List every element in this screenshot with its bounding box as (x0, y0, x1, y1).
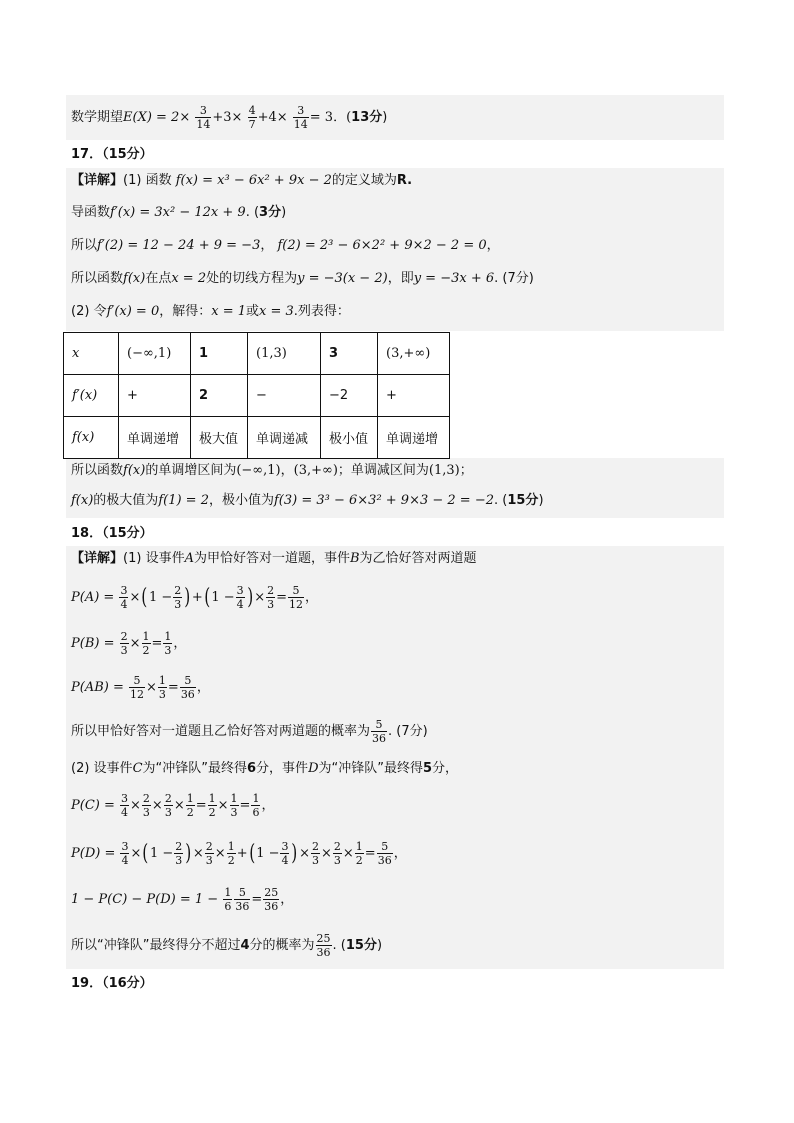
table-cell: 单调递增 (119, 417, 191, 459)
table-cell: x (64, 333, 119, 375)
table-cell: (−∞,1) (119, 333, 191, 375)
table-cell: 极大值 (191, 417, 248, 459)
pb-equation: P(B) = $\frac{2}{3}$ × $\frac{1}{2}$ = $\frac{1}{3}$ ， (71, 630, 187, 657)
table-cell: 极小值 (321, 417, 378, 459)
table-row (64, 375, 450, 417)
expectation-line: 数学期望E(X) = 2× $\frac{3}{14}$ +3× $\frac{4}{7}$ +4× $\frac{3}{14}$ = 3．(13分) (71, 104, 388, 131)
question-17-header: 17．（15分） (71, 147, 153, 162)
monotonicity-table (63, 332, 450, 459)
fraction: $\frac{4}{7}$ (248, 104, 256, 131)
table-cell: (3,+∞) (378, 333, 450, 375)
table-cell: 单调递减 (248, 417, 321, 459)
question-18-header: 18．（15分） (71, 526, 153, 541)
q18-line-6: (2) 设事件C为“冲锋队”最终得6分，事件D为“冲锋队”最终得5分， (71, 761, 459, 776)
q17-line-4: 所以函数f(x)在点x = 2处的切线方程为y = −3(x − 2)，即y = −3x + 6. (7分) (71, 271, 534, 286)
q18-line-1: 【详解】(1) 设事件A为甲恰好答对一道题，事件B为乙恰好答对两道题 (71, 551, 477, 566)
pc-equation: P(C) = $\frac{3}{4}$ × $\frac{2}{3}$ × $\frac{2}{3}$ × $\frac{1}{2}$ = $\frac{1}{2}$ × $\frac{1}{3}$ = $\frac{1}{6}$ ， (71, 792, 275, 819)
table-row (64, 417, 450, 459)
q17-line-5: (2) 令f′(x) = 0，解得：x = 1或x = 3.列表得： (71, 304, 350, 319)
complement-equation: 1 − P(C) − P(D) = 1 − $\frac{1}{6}$ $\frac{5}{36}$ = $\frac{25}{36}$ ， (71, 886, 294, 913)
table-row (64, 333, 450, 375)
pab-equation: P(AB) = $\frac{5}{12}$ × $\frac{1}{3}$ = $\frac{5}{36}$ ， (71, 674, 210, 701)
pd-equation: P(D) = $\frac{3}{4}$ ×(1 − $\frac{2}{3}$ )× $\frac{2}{3}$ × $\frac{1}{2}$ +(1 − $\frac{3}{4}$ )× $\frac{2}{3}$ × $\frac{2}{3}$ × $\frac{1}{2}$ = $\frac{5}{36}$ ， (71, 840, 407, 867)
table-cell: − (248, 375, 321, 417)
table-cell: f(x) (64, 417, 119, 459)
table-cell: 2 (191, 375, 248, 417)
fraction: $\frac{3}{14}$ (196, 104, 211, 131)
q17-conclusion-1: 所以函数f(x)的单调增区间为(−∞,1)，(3,+∞)；单调减区间为(1,3)； (71, 463, 473, 478)
table-cell: (1,3) (248, 333, 321, 375)
q17-conclusion-2: f(x)的极大值为f(1) = 2，极小值为f(3) = 3³ − 6×3² + 9×3 − 2 = −2. (15分) (71, 493, 544, 508)
question-19-header: 19．（16分） (71, 976, 153, 991)
table-cell: −2 (321, 375, 378, 417)
fraction: $\frac{3}{14}$ (293, 104, 308, 131)
table-cell: 3 (321, 333, 378, 375)
table-cell: f′(x) (64, 375, 119, 417)
q18-final-conclusion: 所以“冲锋队”最终得分不超过4分的概率为 $\frac{25}{36}$ . (15分) (71, 932, 383, 959)
table-cell: + (119, 375, 191, 417)
q17-line-2: 导函数f′(x) = 3x² − 12x + 9. (3分) (71, 205, 287, 220)
q17-line-3: 所以f′(2) = 12 − 24 + 9 = −3， f(2) = 2³ − 6×2² + 9×2 − 2 = 0， (71, 238, 500, 253)
pa-equation: P(A) = $\frac{3}{4}$ ×(1 − $\frac{2}{3}$ )+(1 − $\frac{3}{4}$ )× $\frac{2}{3}$ = $\frac{5}{12}$ ， (71, 584, 319, 611)
table-cell: 1 (191, 333, 248, 375)
q18-part1-conclusion: 所以甲恰好答对一道题且乙恰好答对两道题的概率为 $\frac{5}{36}$ . (7分) (71, 718, 428, 745)
table-cell: + (378, 375, 450, 417)
table-cell: 单调递增 (378, 417, 450, 459)
q17-line-1: 【详解】(1) 函数 f(x) = x³ − 6x² + 9x − 2的定义域为R. (71, 173, 413, 188)
